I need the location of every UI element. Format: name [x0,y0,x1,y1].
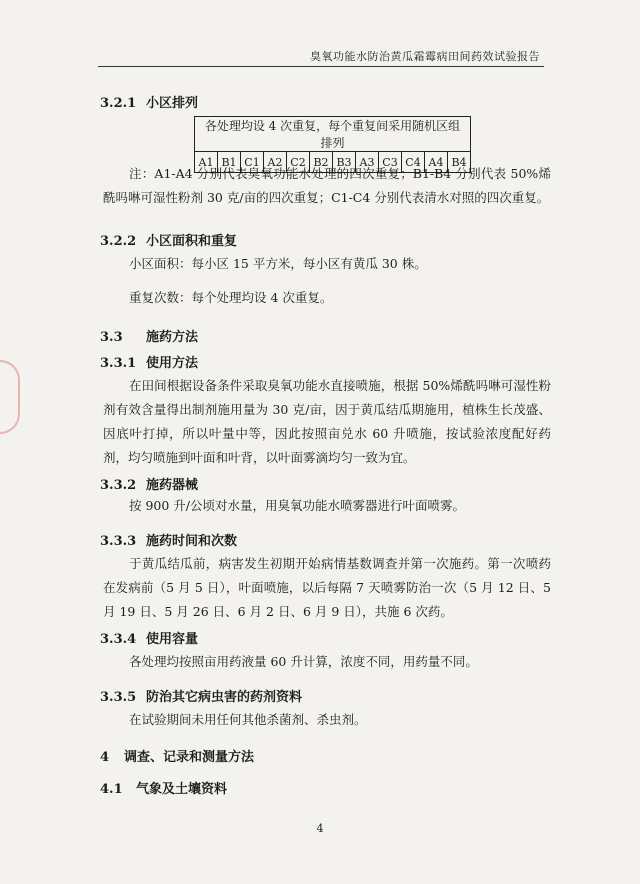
plot-cell: C4 [402,152,425,173]
plot-area-text: 小区面积：每小区 15 平方米，每小区有黄瓜 30 株。 [129,256,427,271]
usage-method-text: 在田间根据设备条件采取臭氧功能水直接喷施，根据 50%烯酰吗啉可湿性粉剂有效含量得出制剂施用量为 30 克/亩，因于黄瓜结瓜期施用，植株生长茂盛、因底叶打掉，所以叶量中等，因此按照亩兑水 60 升喷施，按试验浓度配好药剂，均匀喷施到叶面和叶背，以叶面雾滴均匀一致为宜。 [103,378,551,465]
plot-table-header: 各处理均设 4 次重复，每个重复间采用随机区组排列 [195,117,471,152]
heading-3-3-4: 3.3.4 使用容量 [100,632,199,647]
heading-3-3-5: 3.3.5 防治其它病虫害的药剂资料 [100,690,303,705]
plot-cell: B1 [218,152,241,173]
other-pesticides-text: 在试验期间未用任何其他杀菌剂、杀虫剂。 [129,712,367,727]
plot-cell: C3 [379,152,402,173]
equipment-text: 按 900 升/公顷对水量，用臭氧功能水喷雾器进行叶面喷雾。 [129,498,466,513]
plot-cell: A4 [425,152,448,173]
heading-3-2-2: 3.2.2 小区面积和重复 [100,234,238,249]
plot-cell: B3 [333,152,356,173]
heading-3-3-2: 3.3.2 施药器械 [100,478,199,493]
timing-text: 于黄瓜结瓜前，病害发生初期开始病情基数调查并第一次施药。第一次喷药在发病前（5 月 5 日），叶面喷施，以后每隔 7 天喷雾防治一次（5 月 12 日、5 月 19 日、5 月 26 日、6 月 2 日、6 月 9 日），共施 6 次药。 [103,556,551,619]
heading-3-3-1: 3.3.1 使用方法 [100,356,199,371]
heading-3-3: 3.3 施药方法 [100,330,199,345]
volume-text: 各处理均按照亩用药液量 60 升计算，浓度不同，用药量不同。 [129,654,478,669]
seal-stamp-fragment [0,360,20,434]
heading-4: 4 调查、记录和测量方法 [100,750,255,765]
heading-4-1: 4.1 气象及土壤资料 [100,782,228,797]
plot-note: 注：A1-A4 分别代表臭氧功能水处理的四次重复；B1-B4 分别代表 50%烯酰吗啉可湿性粉剂 30 克/亩的四次重复；C1-C4 分别代表清水对照的四次重复。 [103,166,551,205]
running-header: 臭氧功能水防治黄瓜霜霉病田间药效试验报告 [310,50,540,63]
plot-cell: C1 [241,152,264,173]
plot-cell: B4 [448,152,471,173]
repeat-count-text: 重复次数：每个处理均设 4 次重复。 [129,290,333,305]
heading-3-3-3: 3.3.3 施药时间和次数 [100,534,238,549]
plot-cell: B2 [310,152,333,173]
plot-cell: A2 [264,152,287,173]
header-rule [98,66,544,67]
plot-cell: A3 [356,152,379,173]
heading-3-2-1: 3.2.1 小区排列 [100,96,199,111]
plot-cell: C2 [287,152,310,173]
page-number: 4 [316,822,324,835]
plot-cell: A1 [195,152,218,173]
